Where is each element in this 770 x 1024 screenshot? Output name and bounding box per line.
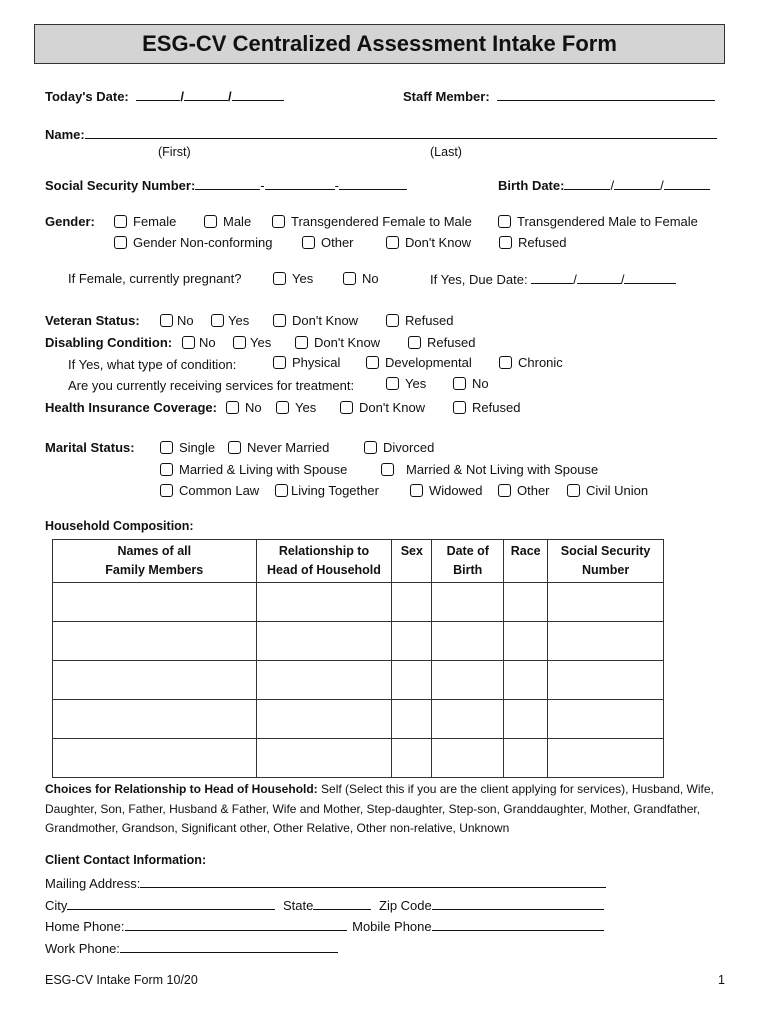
header-ssn: Social Security Number [548, 540, 664, 583]
gender-refused-option[interactable]: Refused [499, 235, 566, 250]
marital-single-option[interactable]: Single [160, 440, 215, 455]
table-cell[interactable] [548, 583, 664, 622]
gender-trans-mtf-option[interactable]: Transgendered Male to Female [498, 214, 698, 229]
ssn-field[interactable]: Social Security Number: - - [45, 177, 407, 193]
checkbox[interactable] [364, 441, 377, 454]
table-cell[interactable] [256, 622, 392, 661]
first-name-caption: (First) [158, 145, 191, 159]
header-dob: Date of Birth [432, 540, 504, 583]
header-sex: Sex [392, 540, 432, 583]
insurance-yes-option[interactable]: Yes [276, 400, 316, 415]
veteran-refused-option[interactable]: Refused [386, 313, 453, 328]
table-cell[interactable] [432, 700, 504, 739]
checkbox[interactable] [499, 356, 512, 369]
checkbox[interactable] [381, 463, 394, 476]
checkbox[interactable] [366, 356, 379, 369]
work-phone-field[interactable] [45, 940, 338, 956]
checkbox[interactable] [233, 336, 246, 349]
condition-physical-option[interactable]: Physical [273, 355, 340, 370]
client-contact-label: Client Contact Information: [45, 853, 207, 867]
table-cell[interactable] [548, 622, 664, 661]
due-date-label: If Yes, Due Date: [430, 272, 528, 287]
header-race: Race [504, 540, 548, 583]
checkbox[interactable] [160, 441, 173, 454]
marital-never-married-option[interactable]: Never Married [228, 440, 329, 455]
zip-code-label: Zip Code [379, 898, 432, 913]
checkbox[interactable] [226, 401, 239, 414]
insurance-refused-option[interactable]: Refused [453, 400, 520, 415]
marital-civil-union-option[interactable]: Civil Union [567, 483, 648, 498]
table-cell[interactable] [53, 739, 257, 778]
checkbox[interactable] [498, 215, 511, 228]
marital-divorced-option[interactable]: Divorced [364, 440, 434, 455]
mailing-address-field[interactable] [45, 875, 606, 891]
gender-male-option[interactable]: Male [204, 214, 251, 229]
gender-trans-ftm-option[interactable]: Transgendered Female to Male [272, 214, 472, 229]
checkbox[interactable] [302, 236, 315, 249]
checkbox[interactable] [204, 215, 217, 228]
gender-dont-know-option[interactable]: Don't Know [386, 235, 471, 250]
table-row [53, 661, 664, 700]
veteran-dont-know-option[interactable]: Don't Know [273, 313, 358, 328]
checkbox[interactable] [182, 336, 195, 349]
table-cell[interactable] [53, 583, 257, 622]
marital-married-living-option[interactable]: Married & Living with Spouse [160, 462, 347, 477]
todays-date-label: Today's Date: [45, 89, 129, 104]
checkbox[interactable] [276, 401, 289, 414]
insurance-no-option[interactable]: No [226, 400, 262, 415]
header-relationship: Relationship to Head of Household [256, 540, 392, 583]
treatment-yes-option[interactable]: Yes [386, 376, 426, 391]
mailing-address-label: Mailing Address: [45, 876, 141, 891]
treatment-question: Are you currently receiving services for treatment: [68, 378, 355, 393]
table-cell[interactable] [504, 583, 548, 622]
checkbox[interactable] [567, 484, 580, 497]
household-table [52, 539, 664, 778]
checkbox[interactable] [160, 314, 173, 327]
page-number: 1 [718, 973, 725, 987]
health-insurance-label: Health Insurance Coverage: [45, 400, 217, 415]
relationship-choices-label: Choices for Relationship to Head of Household: [45, 782, 318, 796]
checkbox[interactable] [160, 484, 173, 497]
checkbox[interactable] [273, 272, 286, 285]
marital-married-not-living-option[interactable]: Married & Not Living with Spouse [381, 462, 598, 477]
table-cell[interactable] [53, 661, 257, 700]
last-name-caption: (Last) [430, 145, 462, 159]
marital-living-together-option[interactable]: Living Together [275, 483, 379, 498]
city-state-zip-field[interactable] [45, 897, 604, 913]
phone-fields[interactable] [45, 918, 604, 934]
table-header-row [53, 540, 664, 583]
name-field[interactable] [45, 126, 717, 142]
checkbox[interactable] [386, 314, 399, 327]
table-cell[interactable] [504, 739, 548, 778]
checkbox[interactable] [211, 314, 224, 327]
table-cell[interactable] [256, 739, 392, 778]
form-title: ESG-CV Centralized Assessment Intake Form [34, 24, 725, 64]
due-date-field[interactable]: If Yes, Due Date: / / [430, 271, 676, 287]
checkbox[interactable] [275, 484, 288, 497]
condition-chronic-option[interactable]: Chronic [499, 355, 563, 370]
staff-member-field[interactable] [403, 88, 715, 104]
name-label: Name: [45, 127, 85, 142]
checkbox[interactable] [273, 356, 286, 369]
pregnancy-question: If Female, currently pregnant? [68, 271, 242, 286]
relationship-choices-note [45, 780, 725, 839]
table-row [53, 583, 664, 622]
table-cell[interactable] [392, 700, 432, 739]
disabling-yes-option[interactable]: Yes [233, 335, 271, 350]
household-composition-label: Household Composition: [45, 519, 194, 533]
veteran-no-option[interactable]: No [160, 313, 194, 328]
disabling-dont-know-option[interactable]: Don't Know [295, 335, 380, 350]
checkbox[interactable] [410, 484, 423, 497]
gender-nonconforming-option[interactable]: Gender Non-conforming [114, 235, 272, 250]
disabling-refused-option[interactable]: Refused [408, 335, 475, 350]
gender-female-option[interactable]: Female [114, 214, 176, 229]
pregnant-no-option[interactable]: No [343, 271, 379, 286]
table-cell[interactable] [392, 739, 432, 778]
table-cell[interactable] [432, 661, 504, 700]
checkbox[interactable] [499, 236, 512, 249]
table-row [53, 739, 664, 778]
city-label: City [45, 898, 68, 913]
checkbox[interactable] [160, 463, 173, 476]
table-row [53, 622, 664, 661]
checkbox[interactable] [453, 377, 466, 390]
footer-form-id: ESG-CV Intake Form 10/20 [45, 973, 198, 987]
checkbox[interactable] [295, 336, 308, 349]
gender-other-option[interactable]: Other [302, 235, 354, 250]
table-cell[interactable] [548, 739, 664, 778]
table-cell[interactable] [256, 583, 392, 622]
treatment-no-option[interactable]: No [453, 376, 489, 391]
table-cell[interactable] [53, 622, 257, 661]
checkbox[interactable] [114, 236, 127, 249]
table-cell[interactable] [432, 583, 504, 622]
checkbox[interactable] [453, 401, 466, 414]
table-cell[interactable] [504, 700, 548, 739]
checkbox[interactable] [408, 336, 421, 349]
checkbox[interactable] [343, 272, 356, 285]
relationship-choices-text: Self (Select this if you are the client applying for services), Husband, Wife, Daughter, Son, Father, Husband & Father, Wife and Mother, Step-daughter, Step-son, Granddaughter, Mother, Grandfather, Grandmother, Grandson, Significant other, Other Relative, Other non-relative, Unknown [45, 782, 714, 835]
disabling-no-option[interactable]: No [182, 335, 216, 350]
table-cell[interactable] [392, 583, 432, 622]
veteran-yes-option[interactable]: Yes [211, 313, 249, 328]
birth-date-label: Birth Date: [498, 178, 565, 193]
condition-developmental-option[interactable]: Developmental [366, 355, 472, 370]
checkbox[interactable] [340, 401, 353, 414]
checkbox[interactable] [386, 377, 399, 390]
checkbox[interactable] [272, 215, 285, 228]
todays-date-field[interactable]: Today's Date: / / [45, 88, 284, 104]
marital-widowed-option[interactable]: Widowed [410, 483, 482, 498]
disabling-condition-label: Disabling Condition: [45, 335, 173, 350]
state-label: State [283, 898, 314, 913]
gender-label: Gender: [45, 214, 95, 229]
mobile-phone-label: Mobile Phone [352, 919, 432, 934]
checkbox[interactable] [273, 314, 286, 327]
table-cell[interactable] [548, 661, 664, 700]
veteran-status-label: Veteran Status: [45, 313, 140, 328]
checkbox[interactable] [228, 441, 241, 454]
table-cell[interactable] [504, 661, 548, 700]
checkbox[interactable] [498, 484, 511, 497]
pregnant-yes-option[interactable]: Yes [273, 271, 313, 286]
table-cell[interactable] [392, 622, 432, 661]
table-cell[interactable] [256, 661, 392, 700]
work-phone-label: Work Phone: [45, 941, 120, 956]
table-cell[interactable] [432, 622, 504, 661]
marital-other-option[interactable]: Other [498, 483, 550, 498]
checkbox[interactable] [114, 215, 127, 228]
home-phone-label: Home Phone: [45, 919, 125, 934]
table-cell[interactable] [548, 700, 664, 739]
header-names: Names of all Family Members [53, 540, 257, 583]
marital-common-law-option[interactable]: Common Law [160, 483, 259, 498]
birth-date-field[interactable]: Birth Date: / / [498, 177, 710, 193]
ssn-label: Social Security Number: [45, 178, 196, 193]
marital-status-label: Marital Status: [45, 440, 135, 455]
checkbox[interactable] [386, 236, 399, 249]
table-row [53, 700, 664, 739]
table-cell[interactable] [53, 700, 257, 739]
table-cell[interactable] [392, 661, 432, 700]
table-cell[interactable] [504, 622, 548, 661]
insurance-dont-know-option[interactable]: Don't Know [340, 400, 425, 415]
table-cell[interactable] [432, 739, 504, 778]
table-cell[interactable] [256, 700, 392, 739]
staff-member-label: Staff Member: [403, 89, 490, 104]
condition-type-question: If Yes, what type of condition: [68, 357, 237, 372]
